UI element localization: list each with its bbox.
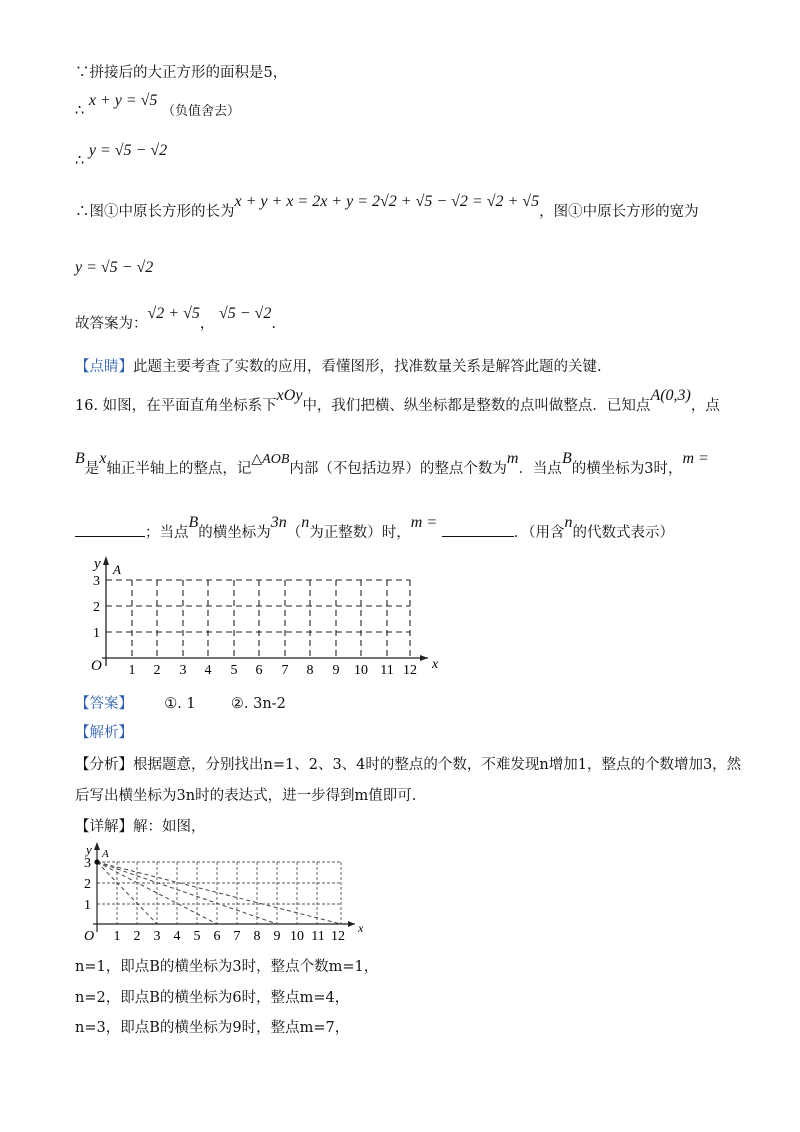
question2-text-d: ．当点: [518, 461, 562, 477]
comment-tag: 【点睛】: [75, 359, 133, 375]
formula-answer-2: √5 − √2: [218, 305, 272, 322]
formula-point-a: A(0,3): [650, 387, 691, 404]
hypotenuse-b12: [97, 862, 341, 924]
formula-length: x + y + x = 2x + y = 2√2 + √5 − √2 = √2 + √5: [234, 193, 540, 210]
x-tick: 12: [403, 663, 417, 678]
x-tick: 4: [204, 663, 212, 678]
answer-tag: 【答案】: [75, 696, 133, 712]
formula-y: y = √5 − √2: [88, 142, 168, 159]
point-a-dot-2: [94, 859, 99, 864]
x-tick: 3: [179, 663, 187, 678]
origin-label-2: O: [84, 929, 95, 944]
answer-blank-2[interactable]: [442, 522, 514, 537]
formula-b-3: B: [188, 514, 199, 531]
formula-n-2: n: [564, 514, 573, 531]
x-tick: 5: [193, 929, 201, 944]
x-tick: 8: [306, 663, 314, 678]
x-tick: 9: [273, 929, 281, 944]
formula-m: m: [506, 450, 519, 467]
y-tick: 3: [84, 856, 91, 871]
answer-line: [75, 694, 286, 714]
fenxi-line-2: 后写出横坐标为3n时的表达式，进一步得到m值即可.: [75, 788, 417, 804]
point-a-label-1: A: [113, 562, 121, 577]
question2-text-b: 轴正半轴上的整点，记: [106, 461, 252, 477]
analysis-line: [75, 723, 133, 743]
x-axis-arrow-2: [348, 921, 355, 927]
comment-line: [75, 357, 602, 377]
formula-m-eq-2: m =: [410, 514, 438, 531]
fenxi-line-1: [75, 755, 741, 775]
x-axis-arrow-1: [420, 655, 428, 661]
formula-sum: x + y = √5: [88, 92, 158, 109]
question2-text-c: 内部（不包括边界）的整点个数为: [289, 461, 507, 477]
x-axis-label-2: x: [358, 921, 364, 935]
x-tick: 9: [332, 663, 340, 678]
x-tick: 10: [290, 929, 304, 944]
formula-triangle-aob: △AOB: [251, 452, 290, 467]
comment-text: 此题主要考查了实数的应用，看懂图形，找准数量关系是解答此题的关键.: [133, 359, 602, 375]
y-ticks-1: [93, 574, 100, 641]
question-intro: 16. 如图，在平面直角坐标系下: [75, 398, 277, 414]
formula-b-2: B: [561, 450, 572, 467]
answer-2: ②. 3n-2: [230, 696, 286, 712]
x-tick: 5: [230, 663, 238, 678]
note-negative-discard: （负值舍去）: [162, 104, 241, 119]
question3-text-e: ．（用含: [513, 525, 565, 541]
answer-intro: 故答案为：: [75, 316, 148, 332]
x-tick: 6: [213, 929, 221, 944]
grid-figure-2: [80, 840, 370, 945]
fenxi-text-1: 根据题意，分别找出n=1、2、3、4时的整点的个数，不难发现n增加1，整点的个数增加3，然: [133, 757, 742, 773]
therefore-symbol: ∴: [75, 103, 85, 119]
x-tick: 1: [128, 663, 136, 678]
x-tick: 7: [281, 663, 289, 678]
question-line-2: [75, 450, 709, 480]
y-ticks-2: [84, 856, 91, 913]
y-axis-label-2: y: [86, 842, 92, 857]
y-tick: 1: [93, 626, 100, 641]
x-tick: 7: [233, 929, 241, 944]
y-tick: 2: [84, 877, 91, 892]
origin-label-1: O: [91, 658, 102, 674]
grid-lines-1: [106, 580, 410, 658]
x-tick: 6: [255, 663, 263, 678]
analysis-tag: 【解析】: [75, 725, 133, 741]
result-line: n=2，即点B的横坐标为6时，整点m=4，: [75, 990, 350, 1006]
y-axis-arrow-1: [103, 556, 109, 565]
result-line: n=3，即点B的横坐标为9时，整点m=7，: [75, 1020, 350, 1036]
answer-1: ①. 1: [164, 696, 196, 712]
y-axis-arrow-2: [94, 842, 100, 850]
y-tick: 3: [93, 574, 100, 589]
grid-figure-1: [80, 548, 440, 678]
x-tick: 1: [113, 929, 121, 944]
x-tick: 12: [331, 929, 345, 944]
text-line-answer: [75, 305, 276, 334]
question3-text-f: 的代数式表示）: [572, 525, 674, 541]
formula-3n: 3n: [270, 514, 287, 531]
formula-x: x: [99, 450, 107, 467]
question3-text-d: 为正整数）时，: [309, 525, 411, 541]
x-tick: 2: [153, 663, 161, 678]
question3-text-c: （: [286, 525, 302, 541]
question-line-3: [75, 514, 674, 543]
x-tick: 11: [380, 663, 394, 678]
x-ticks-1: [129, 663, 418, 678]
result-line: n=1，即点B的横坐标为3时，整点个数m=1，: [75, 959, 379, 975]
period: .: [271, 316, 276, 332]
y-tick: 2: [93, 600, 100, 615]
question2-text-a: 是: [84, 461, 100, 477]
formula-xoy: xOy: [276, 387, 303, 404]
x-tick: 10: [354, 663, 368, 678]
formula-width-value: y = √5 − √2: [75, 259, 154, 276]
formula-n: n: [301, 514, 310, 531]
y-tick: 1: [84, 898, 91, 913]
formula-b: B: [75, 450, 85, 467]
formula-answer-1: √2 + √5: [147, 305, 200, 322]
formula-m-eq: m =: [682, 450, 709, 467]
hypotenuse-b3: [97, 862, 157, 924]
detail-text: 解：如图，: [133, 819, 206, 835]
text-width-intro: ，图①中原长方形的宽为: [539, 204, 699, 220]
question2-text-e: 的横坐标为3时，: [571, 461, 683, 477]
hypotenuse-b9: [97, 862, 277, 924]
x-tick: 2: [133, 929, 141, 944]
text-line-y: [75, 142, 168, 171]
therefore-symbol: ∴: [75, 153, 85, 169]
text-line-length: [75, 193, 699, 222]
x-tick: 11: [311, 929, 325, 944]
question3-text-b: 的横坐标为: [198, 525, 271, 541]
triangle-hypotenuses: [97, 862, 341, 924]
question3-text-a: ；当点: [145, 525, 189, 541]
x-axis-label-1: x: [432, 657, 439, 672]
y-axis-label-1: y: [94, 556, 101, 572]
detail-tag: 【详解】: [75, 819, 133, 835]
formula-width: [75, 258, 153, 278]
x-ticks-2: [114, 929, 346, 944]
question-text-b: 中，我们把横、纵坐标都是整数的点叫做整点．已知点: [302, 398, 651, 414]
comma: ，: [199, 316, 215, 332]
text-length-intro: ∴图①中原长方形的长为: [75, 204, 235, 220]
text-line-sum: [75, 92, 241, 122]
point-a-label-2: A: [102, 848, 109, 860]
x-tick: 3: [153, 929, 161, 944]
x-tick: 8: [253, 929, 261, 944]
answer-blank-1[interactable]: [75, 522, 145, 537]
question-text-c: ，点: [690, 398, 720, 414]
text-line-area: ∵拼接后的大正方形的面积是5，: [75, 65, 288, 81]
x-tick: 4: [173, 929, 181, 944]
fenxi-tag: 【分析】: [75, 757, 133, 773]
detail-line: [75, 817, 206, 837]
question-line-1: [75, 387, 720, 416]
